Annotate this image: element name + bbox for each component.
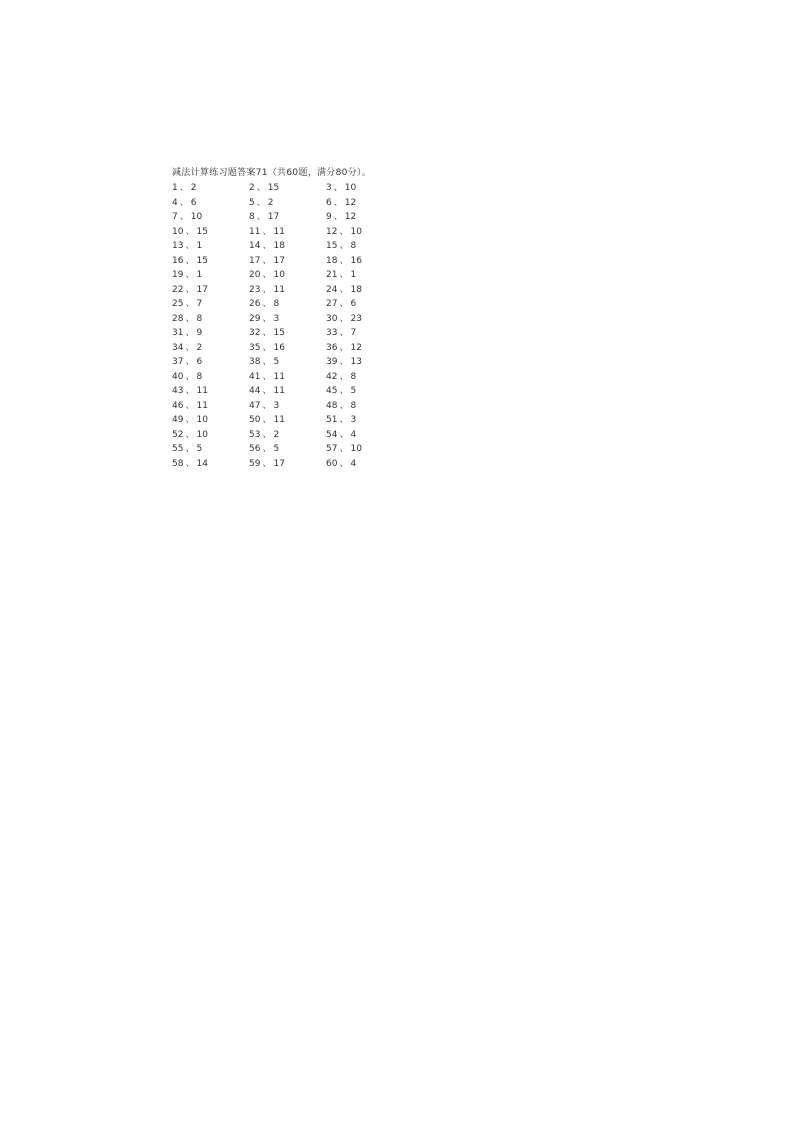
answer-item (326, 283, 403, 298)
answer-value: 18 (350, 284, 362, 295)
separator: 、 (339, 328, 349, 338)
question-number: 43 (172, 386, 184, 396)
answer-value: 12 (344, 212, 357, 222)
separator: 、 (256, 197, 266, 208)
answer-grid (172, 181, 403, 471)
answer-value: 15 (267, 183, 280, 193)
question-number: 53 (249, 429, 261, 440)
separator: 、 (339, 400, 349, 411)
separator: 、 (339, 444, 349, 454)
question-number: 4 (172, 197, 178, 208)
question-number: 3 (326, 183, 332, 193)
separator: 、 (185, 226, 195, 237)
question-number: 30 (326, 313, 338, 324)
question-number: 14 (249, 241, 261, 251)
answer-item (249, 283, 326, 298)
separator: 、 (262, 357, 272, 367)
answer-value: 8 (196, 313, 203, 324)
separator: 、 (339, 357, 349, 367)
answer-item (172, 457, 249, 472)
answer-item (326, 268, 403, 283)
answer-value: 17 (273, 458, 285, 469)
separator: 、 (339, 241, 349, 251)
answer-item (172, 254, 249, 269)
separator: 、 (262, 386, 272, 396)
separator: 、 (262, 313, 272, 324)
answer-value: 17 (273, 255, 285, 266)
answer-item (249, 413, 326, 428)
answer-value: 10 (344, 183, 357, 193)
question-number: 8 (249, 212, 255, 222)
answer-item (172, 210, 249, 225)
answer-item (326, 370, 403, 385)
question-number: 37 (172, 357, 184, 367)
question-number: 13 (172, 241, 184, 251)
answer-item (172, 399, 249, 414)
question-number: 18 (326, 255, 338, 266)
answer-item (249, 254, 326, 269)
question-number: 36 (326, 342, 338, 353)
separator: 、 (339, 415, 349, 425)
question-number: 31 (172, 328, 184, 338)
separator: 、 (256, 212, 266, 222)
question-number: 56 (249, 444, 261, 454)
separator: 、 (185, 313, 195, 324)
answer-value: 18 (273, 241, 285, 251)
question-number: 46 (172, 400, 184, 411)
answer-item (326, 384, 403, 399)
separator: 、 (262, 371, 272, 382)
answer-item (326, 428, 403, 443)
separator: 、 (179, 183, 189, 193)
separator: 、 (185, 458, 195, 469)
question-number: 10 (172, 226, 184, 237)
separator: 、 (185, 444, 195, 454)
answer-value: 4 (350, 458, 357, 469)
question-number: 12 (326, 226, 338, 237)
answer-value: 11 (196, 400, 208, 411)
answer-value: 9 (196, 328, 203, 338)
answer-value: 4 (350, 429, 357, 440)
separator: 、 (179, 212, 189, 222)
question-number: 60 (326, 458, 338, 469)
answer-value: 10 (350, 444, 362, 454)
answer-item (172, 442, 249, 457)
answer-item (326, 225, 403, 240)
separator: 、 (262, 444, 272, 454)
separator: 、 (262, 255, 272, 266)
question-number: 5 (249, 197, 255, 208)
answer-value: 5 (273, 444, 280, 454)
answer-item (249, 326, 326, 341)
answer-value: 5 (196, 444, 203, 454)
question-number: 45 (326, 386, 338, 396)
question-number: 39 (326, 357, 338, 367)
separator: 、 (185, 357, 195, 367)
separator: 、 (185, 386, 195, 396)
answer-value: 5 (273, 357, 280, 367)
answer-value: 11 (273, 415, 285, 425)
answer-item (326, 239, 403, 254)
question-number: 20 (249, 270, 261, 280)
question-number: 9 (326, 212, 332, 222)
answer-item (326, 355, 403, 370)
answer-value: 11 (273, 284, 285, 295)
answer-item (326, 312, 403, 327)
answer-value: 8 (350, 371, 357, 382)
answer-item (172, 268, 249, 283)
answer-value: 10 (196, 415, 208, 425)
answer-item (326, 297, 403, 312)
answer-value: 10 (350, 226, 362, 237)
separator: 、 (262, 328, 272, 338)
question-number: 19 (172, 270, 184, 280)
separator: 、 (262, 226, 272, 237)
answer-value: 10 (196, 429, 208, 440)
answer-item (249, 210, 326, 225)
separator: 、 (262, 284, 272, 295)
answer-value: 17 (267, 212, 280, 222)
separator: 、 (262, 342, 272, 353)
question-number: 32 (249, 328, 261, 338)
answer-item (172, 312, 249, 327)
question-number: 33 (326, 328, 338, 338)
question-number: 15 (326, 241, 338, 251)
answer-value: 16 (350, 255, 362, 266)
answer-item (249, 312, 326, 327)
separator: 、 (339, 270, 349, 280)
answer-value: 1 (350, 270, 357, 280)
separator: 、 (339, 342, 349, 353)
separator: 、 (185, 270, 195, 280)
question-number: 54 (326, 429, 338, 440)
answer-item (249, 225, 326, 240)
question-number: 40 (172, 371, 184, 382)
answer-value: 15 (273, 328, 285, 338)
separator: 、 (339, 255, 349, 266)
answer-item (326, 210, 403, 225)
question-number: 24 (326, 284, 338, 295)
question-number: 7 (172, 212, 178, 222)
answer-item (172, 283, 249, 298)
answer-item (326, 196, 403, 211)
answer-value: 6 (196, 357, 203, 367)
answer-item (249, 268, 326, 283)
answer-item (172, 239, 249, 254)
watermark-text (118, 458, 674, 882)
answer-item (172, 341, 249, 356)
answer-value: 11 (273, 371, 285, 382)
answer-item (249, 181, 326, 196)
answer-value: 17 (196, 284, 208, 295)
question-number: 59 (249, 458, 261, 469)
separator: 、 (185, 342, 195, 353)
answer-item (326, 326, 403, 341)
answer-value: 12 (350, 342, 362, 353)
separator: 、 (333, 183, 343, 193)
answer-item (249, 428, 326, 443)
answer-item (249, 399, 326, 414)
separator: 、 (262, 458, 272, 469)
question-number: 38 (249, 357, 261, 367)
question-number: 50 (249, 415, 261, 425)
answer-value: 8 (273, 299, 280, 309)
answer-item (172, 196, 249, 211)
question-number: 42 (326, 371, 338, 382)
separator: 、 (185, 429, 195, 440)
answer-item (326, 399, 403, 414)
separator: 、 (185, 415, 195, 425)
answer-value: 8 (350, 241, 357, 251)
question-number: 51 (326, 415, 338, 425)
separator: 、 (256, 183, 266, 193)
question-number: 49 (172, 415, 184, 425)
separator: 、 (262, 429, 272, 440)
answer-value: 15 (196, 226, 208, 237)
answer-item (172, 413, 249, 428)
question-number: 44 (249, 386, 261, 396)
answer-value: 6 (190, 197, 197, 208)
answer-value: 7 (196, 299, 203, 309)
separator: 、 (339, 284, 349, 295)
separator: 、 (333, 212, 343, 222)
question-number: 25 (172, 299, 184, 309)
separator: 、 (179, 197, 189, 208)
answer-item (249, 457, 326, 472)
question-number: 16 (172, 255, 184, 266)
answer-item (326, 442, 403, 457)
separator: 、 (339, 458, 349, 469)
answer-value: 15 (196, 255, 208, 266)
answer-value: 8 (350, 400, 357, 411)
answer-item (249, 341, 326, 356)
answer-value: 16 (273, 342, 285, 353)
answer-item (172, 326, 249, 341)
answer-value: 1 (196, 241, 203, 251)
answer-item (249, 370, 326, 385)
answer-value: 1 (196, 270, 203, 280)
separator: 、 (339, 226, 349, 237)
question-number: 17 (249, 255, 261, 266)
answer-value: 8 (196, 371, 203, 382)
question-number: 26 (249, 299, 261, 309)
question-number: 41 (249, 371, 261, 382)
separator: 、 (185, 241, 195, 251)
separator: 、 (339, 429, 349, 440)
separator: 、 (262, 299, 272, 309)
question-number: 2 (249, 183, 255, 193)
answer-value: 10 (190, 212, 203, 222)
answer-item (249, 297, 326, 312)
answer-item (172, 297, 249, 312)
answer-value: 2 (267, 197, 274, 208)
answer-item (326, 413, 403, 428)
question-number: 52 (172, 429, 184, 440)
answer-item (172, 355, 249, 370)
answer-value: 5 (350, 386, 357, 396)
answer-item (249, 239, 326, 254)
answer-value: 11 (273, 386, 285, 396)
separator: 、 (333, 197, 343, 208)
question-number: 1 (172, 183, 178, 193)
answer-value: 11 (196, 386, 208, 396)
answer-item (249, 442, 326, 457)
separator: 、 (339, 299, 349, 309)
answer-item (172, 181, 249, 196)
answer-item (249, 196, 326, 211)
answer-value: 6 (350, 299, 357, 309)
question-number: 11 (249, 226, 261, 237)
question-number: 47 (249, 400, 261, 411)
answer-item (172, 428, 249, 443)
question-number: 29 (249, 313, 261, 324)
question-number: 28 (172, 313, 184, 324)
answer-value: 10 (273, 270, 285, 280)
question-number: 23 (249, 284, 261, 295)
separator: 、 (339, 313, 349, 324)
separator: 、 (185, 299, 195, 309)
separator: 、 (185, 284, 195, 295)
question-number: 21 (326, 270, 338, 280)
answer-item (249, 384, 326, 399)
separator: 、 (262, 400, 272, 411)
separator: 、 (185, 371, 195, 382)
answer-value: 3 (273, 400, 280, 411)
question-number: 27 (326, 299, 338, 309)
answer-item (172, 384, 249, 399)
answer-item (249, 355, 326, 370)
separator: 、 (262, 415, 272, 425)
answer-value: 12 (344, 197, 357, 208)
separator: 、 (185, 328, 195, 338)
question-number: 22 (172, 284, 184, 295)
answer-value: 3 (273, 313, 280, 324)
answer-value: 2 (190, 183, 197, 193)
answer-value: 11 (273, 226, 285, 237)
separator: 、 (262, 270, 272, 280)
question-number: 55 (172, 444, 184, 454)
document-title: 减法计算练习题答案71（共60题，满分80分）。 (172, 168, 372, 178)
separator: 、 (339, 371, 349, 382)
answer-item (172, 370, 249, 385)
answer-value: 2 (196, 342, 203, 353)
question-number: 48 (326, 400, 338, 411)
question-number: 34 (172, 342, 184, 353)
question-number: 57 (326, 444, 338, 454)
separator: 、 (185, 255, 195, 266)
answer-item (326, 457, 403, 472)
separator: 、 (185, 400, 195, 411)
answer-item (326, 254, 403, 269)
answer-item (326, 341, 403, 356)
separator: 、 (262, 241, 272, 251)
question-number: 35 (249, 342, 261, 353)
answer-value: 13 (350, 357, 362, 367)
answer-value: 14 (196, 458, 208, 469)
answer-value: 3 (350, 415, 357, 425)
question-number: 6 (326, 197, 332, 208)
answer-value: 23 (350, 313, 362, 324)
answer-value: 7 (350, 328, 357, 338)
separator: 、 (339, 386, 349, 396)
answer-item (172, 225, 249, 240)
answer-value: 2 (273, 429, 280, 440)
question-number: 58 (172, 458, 184, 469)
answer-item (326, 181, 403, 196)
